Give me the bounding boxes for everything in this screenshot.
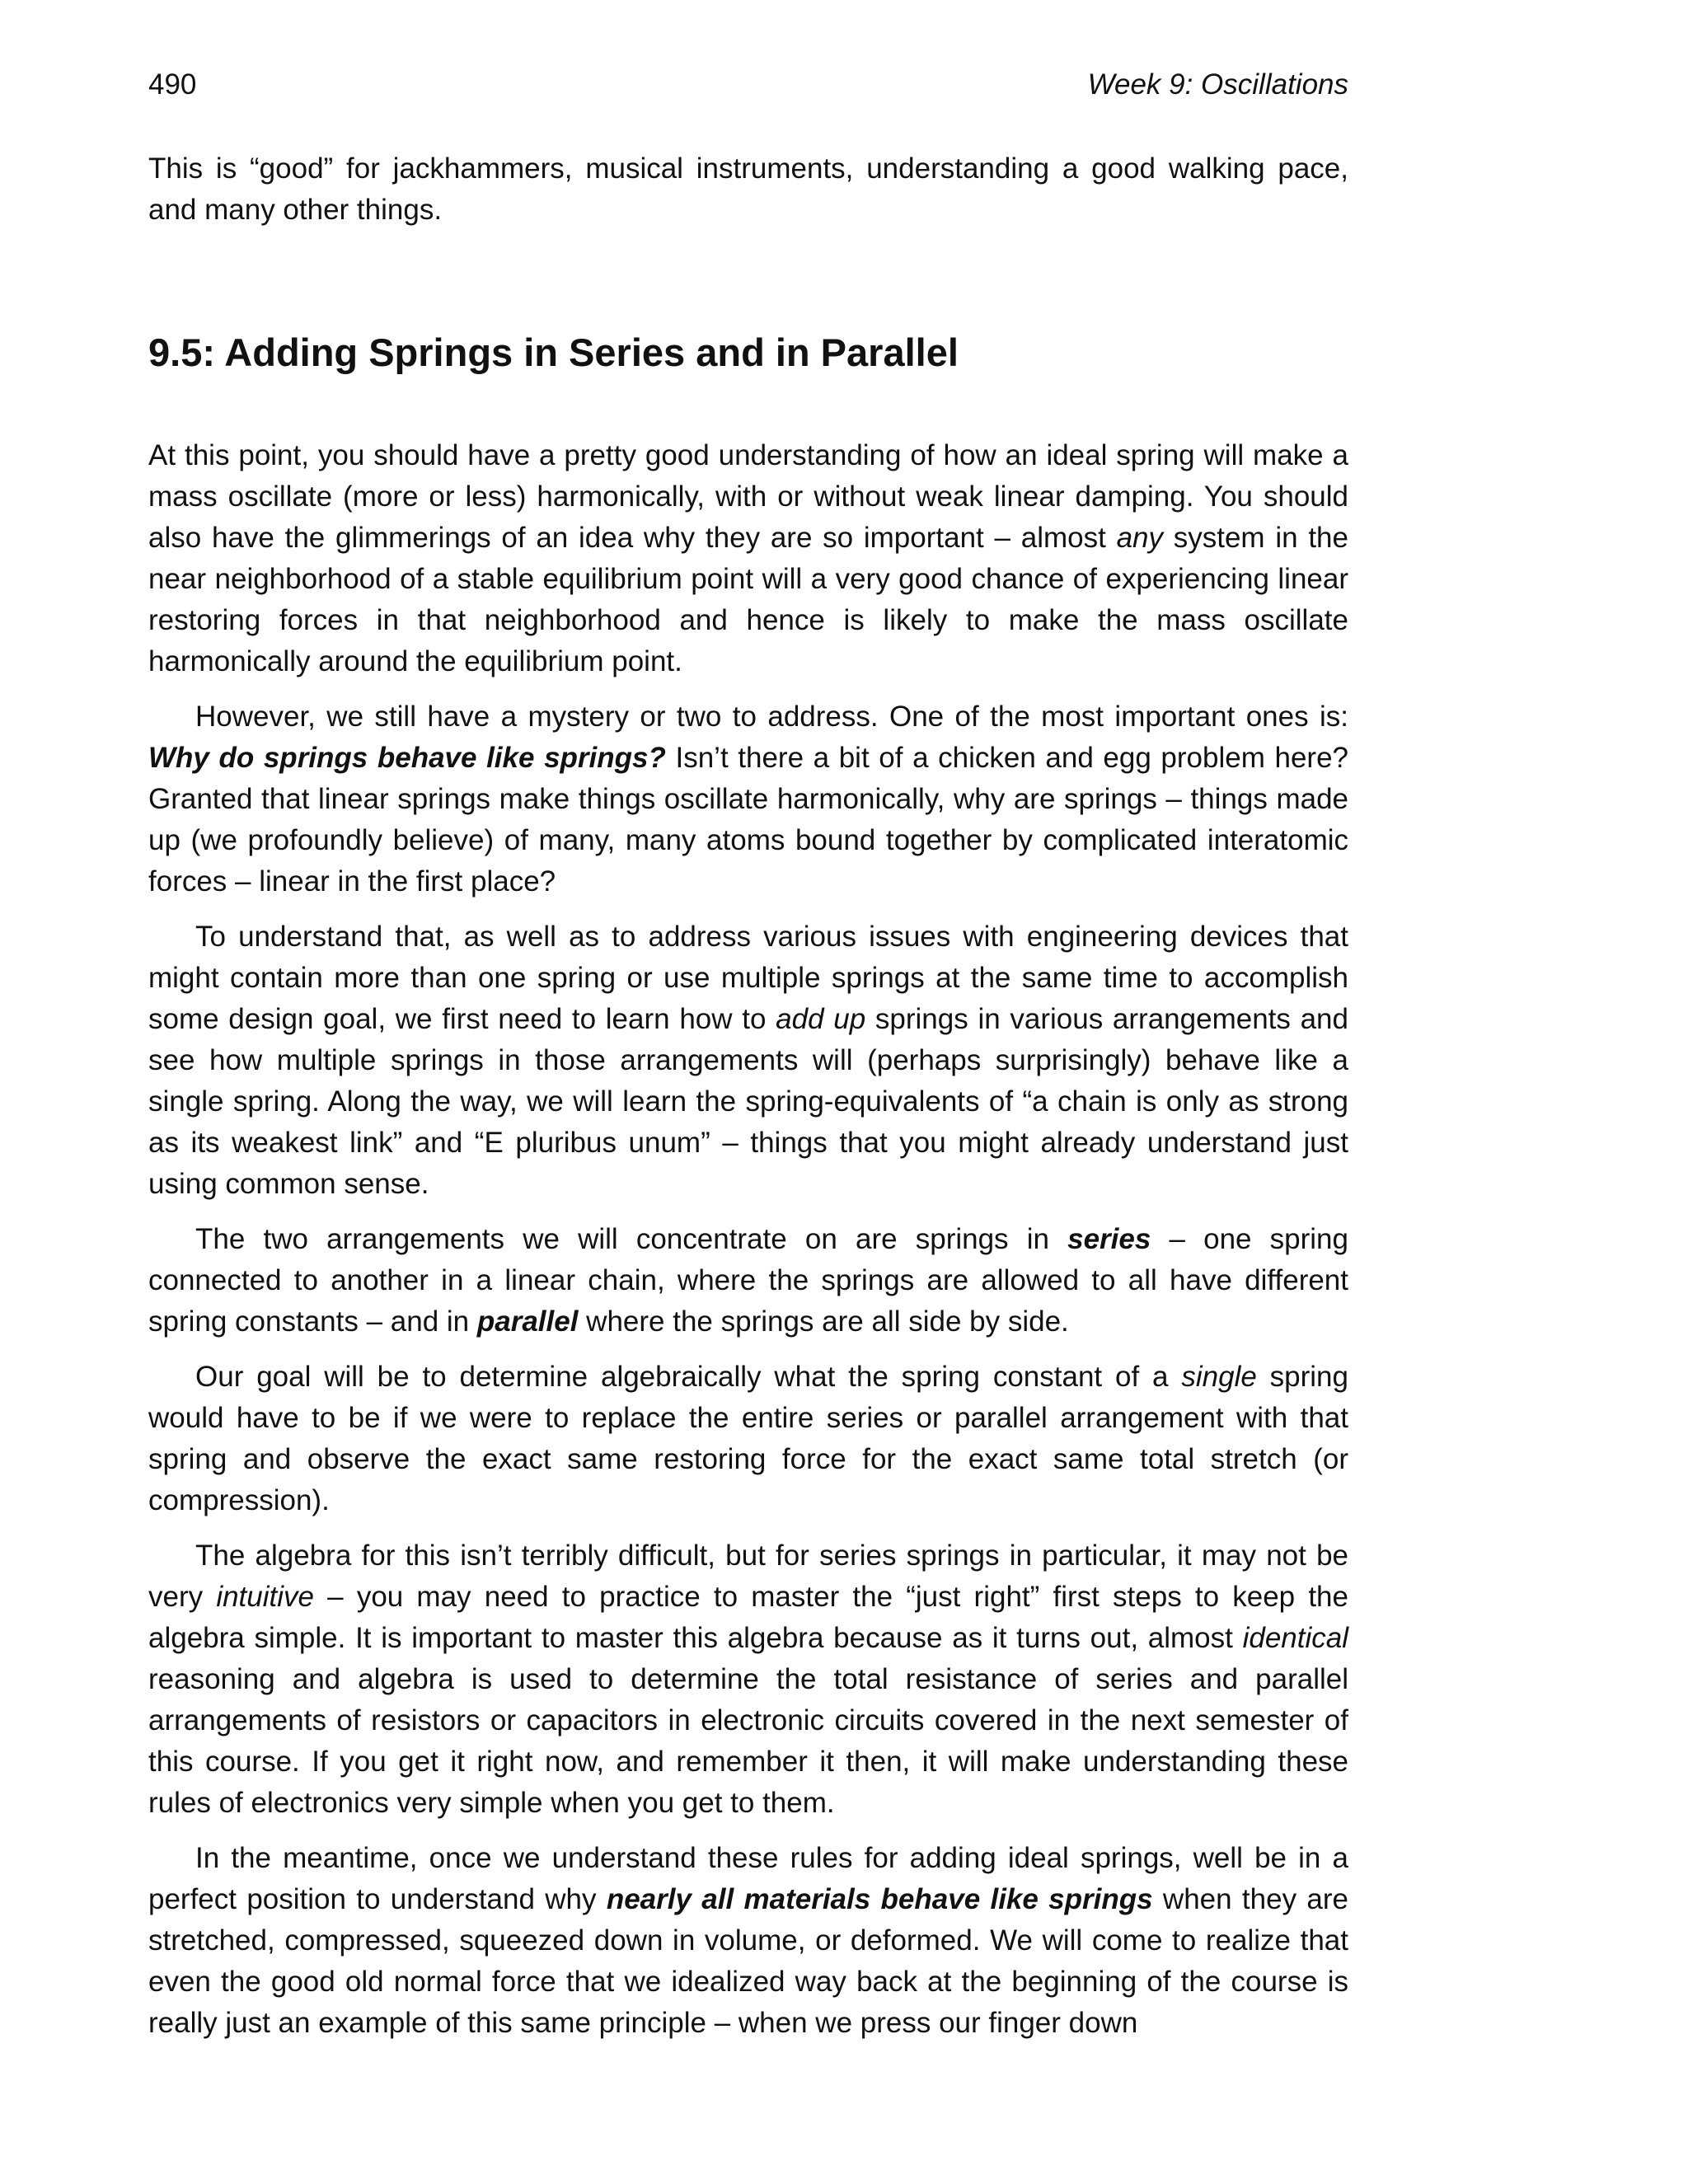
paragraph-5-text-b: spring would have to be if we were to replace the entire series or parallel arrangement with that spring and observe the exact same restoring force for the exact same total stretch (or compression). [148, 1361, 1348, 1516]
section-title: 9.5: Adding Springs in Series and in Parallel [148, 330, 959, 374]
paragraph-1-emphasis: any [1116, 522, 1163, 554]
paragraph-6-text-b: – you may need to practice to master the “just right” first steps to keep the algebra simple. It is important to master this algebra because as it turns out, almost [148, 1581, 1348, 1654]
page-content [148, 148, 1348, 2058]
paragraph-2-strong: Why do springs behave like springs? [148, 742, 666, 774]
paragraph-5 [148, 1357, 1348, 1521]
paragraph-7-text-a: In the meantime, once we understand these rules for adding ideal springs, well be in a perfect position to understand why [148, 1842, 1348, 1915]
paragraph-6-text-a: The algebra for this isn’t terribly difficult, but for series springs in particular, it may not be very [148, 1540, 1348, 1613]
paragraph-3-emphasis: add up [776, 1003, 866, 1035]
paragraph-2 [148, 696, 1348, 902]
paragraph-4 [148, 1219, 1348, 1343]
paragraph-3-text-a: To understand that, as well as to address various issues with engineering devices that might contain more than one spring or use multiple springs at the same time to accomplish some design goal, we first need to learn how to [148, 921, 1348, 1035]
paragraph-7-strong: nearly all materials behave like springs [606, 1883, 1153, 1915]
paragraph-4-text-c: where the springs are all side by side. [578, 1305, 1069, 1338]
intro-paragraph: This is “good” for jackhammers, musical instruments, understanding a good walking pace, and many other things. [148, 152, 1348, 226]
paragraph-4-strong-parallel: parallel [476, 1305, 579, 1338]
paragraph-1-text-b: system in the near neighborhood of a stable equilibrium point will a very good chance of experiencing linear restoring forces in that neighborhood and hence is likely to make the mass oscillate harmonically around the equilibrium point. [148, 522, 1348, 677]
paragraph-7-text-b: when they are stretched, compressed, squeezed down in volume, or deformed. We will come to realize that even the good old normal force that we idealized way back at the beginning of the course is really just an example of this same principle – when we press our finger down [148, 1883, 1348, 2039]
running-title: Week 9: Oscillations [1087, 68, 1348, 101]
paragraph-2-text-b: Isn’t there a bit of a chicken and egg problem here? Granted that linear springs make things oscillate harmonically, why are springs – things made up (we profoundly believe) of many, many atoms bound together by complicated interatomic forces – linear in the first place? [148, 742, 1348, 898]
paragraph-3 [148, 916, 1348, 1205]
paragraph-5-text-a: Our goal will be to determine algebraically what the spring constant of a [195, 1361, 1182, 1393]
paragraph-3-text-b: springs in various arrangements and see how multiple springs in those arrangements will (perhaps surprisingly) behave like a single spring. Along the way, we will learn the spring-equivalents of “a chain is only as strong as its weakest link” and “E pluribus unum” – things that you might already understand just using common sense. [148, 1003, 1348, 1200]
paragraph-6-emphasis-intuitive: intuitive [216, 1581, 314, 1613]
running-header [148, 64, 1348, 105]
paragraph-6-text-c: reasoning and algebra is used to determine the total resistance of series and parallel arrangements of resistors or capacitors in electronic circuits covered in the next semester of this course. If you get it right now, and remember it then, it will make understanding these rules of electronics very simple when you get to them. [148, 1663, 1348, 1819]
paragraph-6 [148, 1535, 1348, 1824]
paragraph-4-strong-series: series [1067, 1223, 1151, 1255]
paragraph-6-emphasis-identical: identical [1242, 1622, 1348, 1654]
paragraph-2-text-a: However, we still have a mystery or two to address. One of the most important ones is: [195, 701, 1348, 733]
paragraph-4-text-a: The two arrangements we will concentrate on are springs in [195, 1223, 1068, 1255]
paragraph-1 [148, 435, 1348, 682]
paragraph-5-emphasis: single [1181, 1361, 1257, 1393]
paragraph-1-text-a: At this point, you should have a pretty good understanding of how an ideal spring will make a mass oscillate (more or less) harmonically, with or without weak linear damping. You should also have the glimmerings of an idea why they are so important – almost [148, 439, 1348, 554]
paragraph-7 [148, 1838, 1348, 2044]
paragraph-4-text-b: – one spring connected to another in a linear chain, where the springs are allowed to all have different spring constants – and in [148, 1223, 1348, 1338]
page-number: 490 [148, 68, 197, 101]
